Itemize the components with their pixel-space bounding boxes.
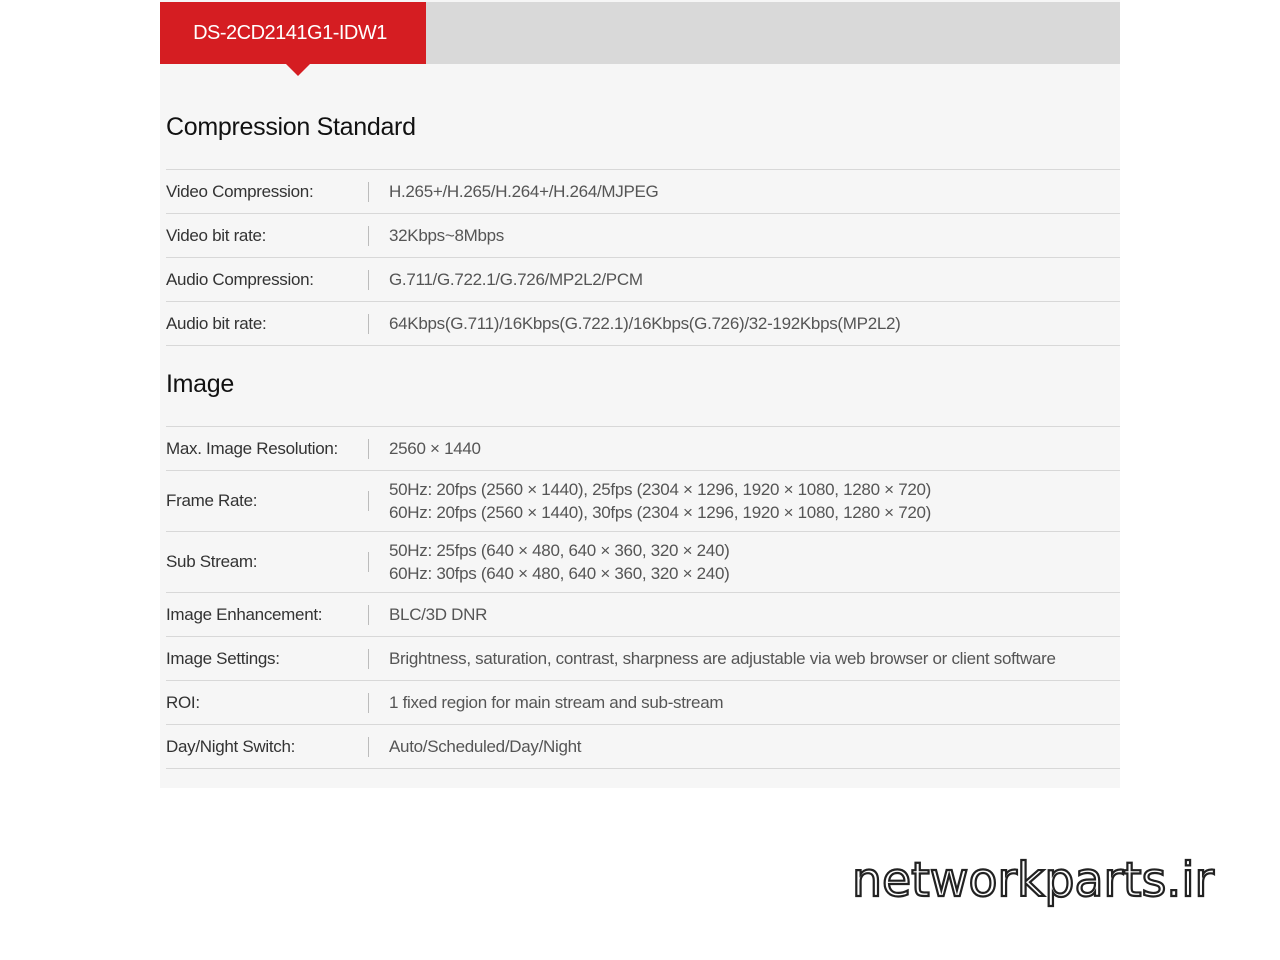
spec-value-line: BLC/3D DNR <box>389 605 488 624</box>
spec-value-line: 50Hz: 25fps (640 × 480, 640 × 360, 320 × 240) <box>389 541 730 560</box>
column-separator <box>368 182 369 202</box>
spec-value-line: Brightness, saturation, contrast, sharpness are adjustable via web browser or client software <box>389 649 1056 668</box>
spec-value <box>389 681 1120 724</box>
spec-row <box>166 427 1120 471</box>
spec-value-line: 32Kbps~8Mbps <box>389 226 505 245</box>
watermark-text: networkparts.ir <box>852 853 1215 908</box>
spec-value <box>389 258 1120 301</box>
section-title-image: Image <box>166 370 234 398</box>
spec-row <box>166 532 1120 593</box>
spec-row <box>166 637 1120 681</box>
column-separator <box>368 552 369 572</box>
column-separator <box>368 226 369 246</box>
spec-value-line: 50Hz: 20fps (2560 × 1440), 25fps (2304 × 1296, 1920 × 1080, 1280 × 720) <box>389 480 932 499</box>
column-separator <box>368 314 369 334</box>
spec-row <box>166 471 1120 532</box>
spec-value <box>389 214 1120 257</box>
spec-value-line: H.265+/H.265/H.264+/H.264/MJPEG <box>389 182 659 201</box>
spec-value <box>389 302 1120 345</box>
spec-label: Frame Rate: <box>166 491 258 510</box>
tab-bar <box>160 2 1120 64</box>
spec-row <box>166 170 1120 214</box>
spec-label: Day/Night Switch: <box>166 736 296 756</box>
spec-label: Audio bit rate: <box>166 313 267 333</box>
spec-value-line: Auto/Scheduled/Day/Night <box>389 737 582 756</box>
tab-model-label: DS-2CD2141G1-IDW1 <box>193 21 387 44</box>
spec-label: Image Settings: <box>166 648 280 668</box>
spec-value-line: 60Hz: 20fps (2560 × 1440), 30fps (2304 × 1296, 1920 × 1080, 1280 × 720) <box>389 503 932 522</box>
spec-value-line: G.711/G.722.1/G.726/MP2L2/PCM <box>389 270 643 289</box>
watermark-logo <box>852 852 1216 912</box>
spec-value-line: 1 fixed region for main stream and sub-stream <box>389 693 724 712</box>
column-separator <box>368 439 369 459</box>
column-separator <box>368 737 369 757</box>
spec-label: Video bit rate: <box>166 225 267 245</box>
column-separator <box>368 491 369 511</box>
spec-row <box>166 302 1120 346</box>
column-separator <box>368 605 369 625</box>
spec-row <box>166 214 1120 258</box>
spec-row <box>166 725 1120 769</box>
spec-panel <box>160 0 1120 788</box>
spec-value <box>389 593 1120 636</box>
spec-value <box>389 170 1120 213</box>
spec-value-line: 60Hz: 30fps (640 × 480, 640 × 360, 320 × 240) <box>389 564 730 583</box>
spec-value <box>389 427 1120 470</box>
spec-value-line: 2560 × 1440 <box>389 439 481 458</box>
spec-label: Audio Compression: <box>166 269 314 289</box>
column-separator <box>368 649 369 669</box>
spec-row <box>166 593 1120 637</box>
spec-value <box>389 637 1120 680</box>
spec-value-line: 64Kbps(G.711)/16Kbps(G.722.1)/16Kbps(G.726)/32-192Kbps(MP2L2) <box>389 314 901 333</box>
tab-active-indicator <box>286 64 310 76</box>
column-separator <box>368 270 369 290</box>
spec-value <box>389 725 1120 768</box>
spec-value <box>389 532 1120 592</box>
spec-label: Image Enhancement: <box>166 604 323 624</box>
spec-label: Video Compression: <box>166 181 314 201</box>
spec-value <box>389 471 1120 531</box>
spec-label: Max. Image Resolution: <box>166 438 338 458</box>
spec-row <box>166 258 1120 302</box>
section-title-compression: Compression Standard <box>166 113 416 141</box>
spec-label: Sub Stream: <box>166 552 258 571</box>
column-separator <box>368 693 369 713</box>
spec-label: ROI: <box>166 692 200 712</box>
tab-model[interactable] <box>160 2 426 64</box>
spec-row <box>166 681 1120 725</box>
